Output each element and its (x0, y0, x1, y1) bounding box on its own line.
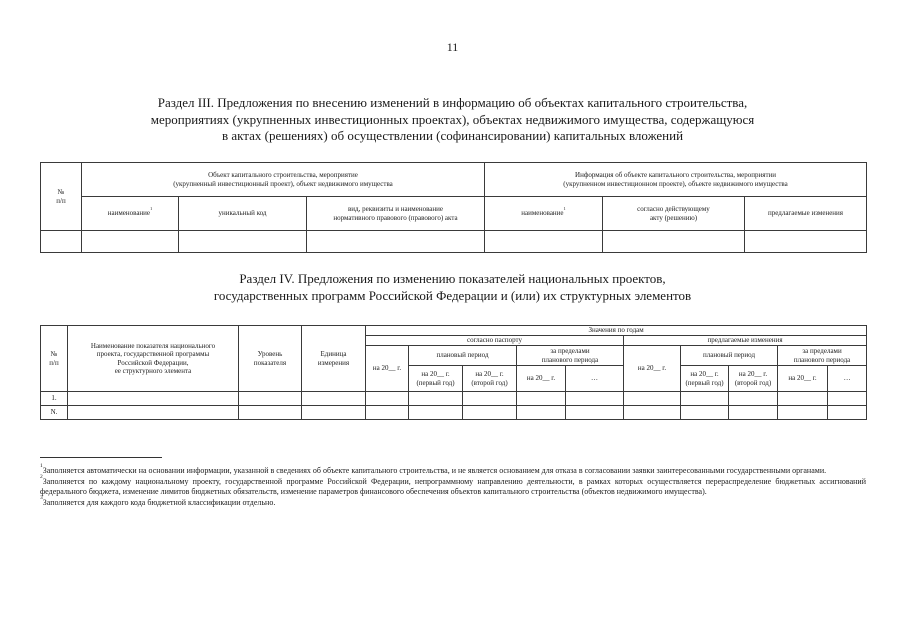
table-cell (729, 406, 778, 420)
col-header-unit: Единица измерения (302, 326, 366, 392)
table-cell (566, 392, 624, 406)
table-cell (517, 406, 566, 420)
col-header-plan-period: плановый период (409, 346, 517, 366)
table-cell (778, 392, 828, 406)
table-cell (745, 231, 867, 253)
table-cell (681, 406, 729, 420)
footnote-divider (40, 457, 162, 458)
table-cell (485, 231, 603, 253)
table-cell (302, 406, 366, 420)
table-cell (68, 392, 239, 406)
col-header-name-2-label: наименование (521, 209, 564, 218)
table-cell (302, 392, 366, 406)
table-cell (624, 392, 681, 406)
col-header-name-label: наименование (107, 209, 151, 218)
footnote-text: Заполняется для каждого кода бюджетной классификации отдельно. (42, 498, 276, 508)
row-number: 1. (41, 392, 68, 406)
section-4-title (60, 271, 845, 304)
col-group-per-passport: согласно паспорту (366, 336, 624, 346)
col-header-number: № п/п (41, 326, 68, 392)
section-3-table (40, 162, 867, 253)
footnote-ref: 1 (150, 206, 153, 212)
table-cell (681, 392, 729, 406)
footnote-number: 2 (40, 473, 43, 480)
footnotes (40, 463, 866, 509)
table-cell (778, 406, 828, 420)
table-cell (366, 392, 409, 406)
section-4-table (40, 325, 867, 420)
section-3-title-line: Раздел III. Предложения по внесению изменений в информацию об объектах капитального строительства, (157, 95, 748, 110)
footnote (40, 463, 866, 476)
page-number: 11 (446, 40, 459, 54)
col-header-number: № п/п (41, 163, 82, 231)
table-cell (729, 392, 778, 406)
col-header-beyond-year: на 20__ г. (778, 366, 828, 392)
footnote-number: 3 (40, 495, 43, 502)
footnote-text: Заполняется по каждому национальному проекту, государственной программе Российской Федерации, непрограммному направлению деятельности, в рамках которых осуществляется перераспределение бюджетных ассигнований федерального бюджета, изменение лимитов бюджетных обязательств, изменение параметров финансового обеспечения объектов капитального строительства (объектов недвижимого имущества). (40, 476, 866, 497)
table-row (41, 231, 867, 253)
section-3-title-line: в актах (решениях) об осуществлении (софинансировании) капитальных вложений (221, 128, 684, 143)
section-3-title-line: мероприятиях (укрупненных инвестиционных проектах), объектах недвижимого имущества, содержащуюся (150, 111, 755, 127)
table-cell (463, 406, 517, 420)
table-cell (517, 392, 566, 406)
col-group-object: Объект капитального строительства, мероприятие (укрупненный инвестиционный проект), объект недвижимого имущества (82, 163, 485, 197)
col-header-beyond-plan: за пределами планового периода (517, 346, 624, 366)
row-number: N. (41, 406, 68, 420)
table-cell (307, 231, 485, 253)
footnote-number: 1 (40, 463, 43, 469)
footnote (40, 495, 866, 508)
col-header-first-year: на 20__ г. (первый год) (409, 366, 463, 392)
table-cell (828, 406, 867, 420)
table-cell (463, 392, 517, 406)
section-3-title (60, 95, 845, 145)
col-header-year: на 20__ г. (624, 346, 681, 392)
col-header-unique-code: уникальный код (179, 197, 307, 231)
table-cell (68, 406, 239, 420)
table-cell (409, 406, 463, 420)
col-header-name (82, 197, 179, 231)
table-cell (603, 231, 745, 253)
col-group-values-by-year: Значения по годам (366, 326, 867, 336)
table-cell (179, 231, 307, 253)
col-header-first-year: на 20__ г. (первый год) (681, 366, 729, 392)
col-header-second-year: на 20__ г. (второй год) (463, 366, 517, 392)
footnote-text: Заполняется автоматически на основании информации, указанной в сведениях об объекте капитального строительства, и не является основанием для отказа в согласовании заявки заинтересованными государственными органами. (42, 466, 827, 475)
col-header-year: на 20__ г. (366, 346, 409, 392)
table-row (41, 406, 867, 420)
col-group-proposed: предлагаемые изменения (624, 336, 867, 346)
footnote-ref: 1 (563, 206, 566, 212)
col-header-ellipsis: … (828, 366, 867, 392)
table-cell (624, 406, 681, 420)
col-header-indicator-level: Уровень показателя (239, 326, 302, 392)
table-cell (239, 392, 302, 406)
table-cell (41, 231, 82, 253)
col-header-ellipsis: … (566, 366, 624, 392)
col-header-plan-period: плановый период (681, 346, 778, 366)
col-header-beyond-year: на 20__ г. (517, 366, 566, 392)
table-cell (409, 392, 463, 406)
table-row (41, 392, 867, 406)
table-cell (828, 392, 867, 406)
table-cell (566, 406, 624, 420)
table-cell (239, 406, 302, 420)
section-4-title-line: государственных программ Российской Федерации и (или) их структурных элементов (213, 287, 692, 303)
col-header-indicator-name: Наименование показателя национального проекта, государственной программы Российской Федерации, ее структурного элемента (68, 326, 239, 392)
col-header-act: вид, реквизиты и наименование нормативного правового (правового) акта (307, 197, 485, 231)
col-header-beyond-plan: за пределами планового периода (778, 346, 867, 366)
col-header-proposed-changes: предлагаемые изменения (745, 197, 867, 231)
section-4-title-line: Раздел IV. Предложения по изменению показателей национальных проектов, (239, 271, 666, 286)
col-header-name-2 (485, 197, 603, 231)
table-cell (82, 231, 179, 253)
col-group-object-info: Информация об объекте капитального строительства, мероприятии (укрупненном инвестиционном проекте), объекте недвижимого имущества (485, 163, 867, 197)
table-cell (366, 406, 409, 420)
footnote (40, 473, 866, 498)
col-header-second-year: на 20__ г. (второй год) (729, 366, 778, 392)
col-header-current-act: согласно действующему акту (решению) (603, 197, 745, 231)
